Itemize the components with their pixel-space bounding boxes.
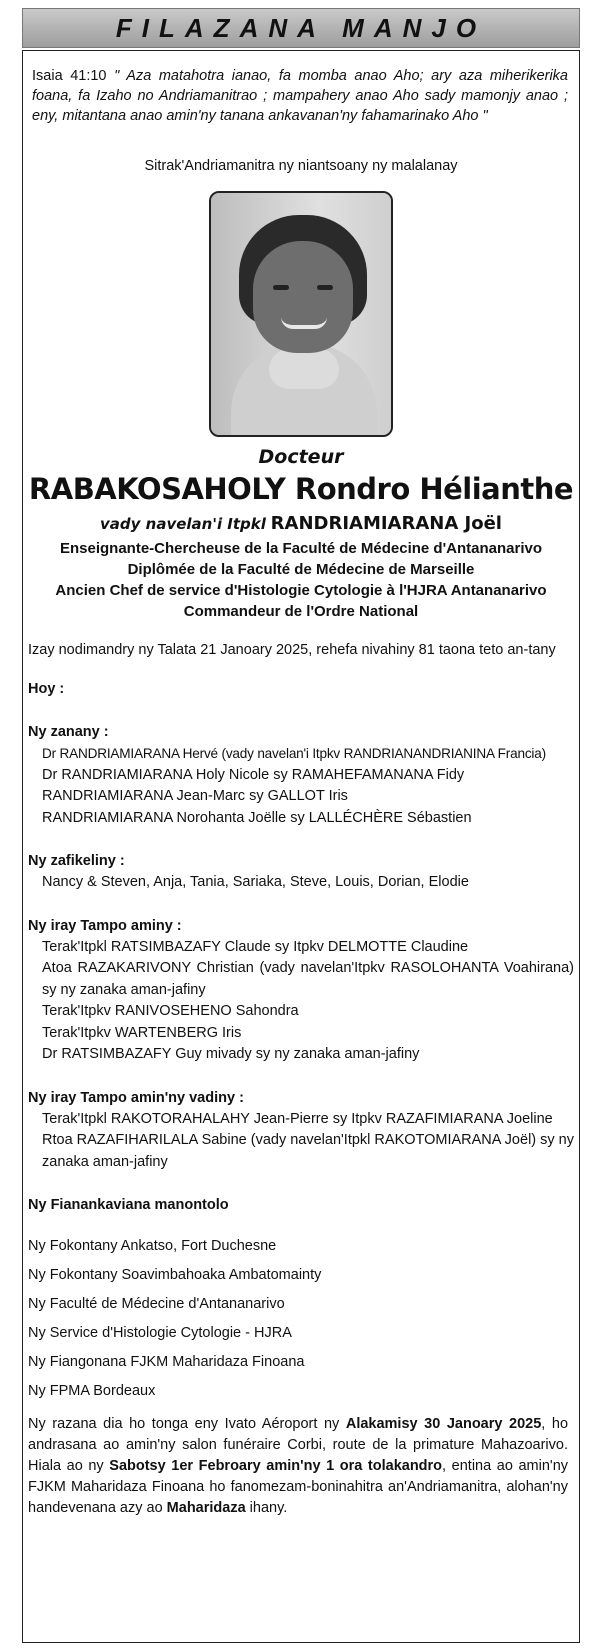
credential-line: Ancien Chef de service d'Histologie Cytologie à l'HJRA Antananarivo: [55, 582, 547, 599]
departure-time: Sabotsy 1er Febroary amin'ny 1 ora tolakandro: [109, 1458, 443, 1474]
list-item: Terak'Itpkl RATSIMBAZAFY Claude sy Itpkv DELMOTTE Claudine: [42, 938, 469, 955]
funeral-text: Ny razana dia ho tonga eny Ivato Aéroport ny: [28, 1416, 346, 1432]
verse-reference: Isaia 41:10: [32, 68, 107, 84]
grandchildren-heading: Ny zafikeliny :: [28, 853, 125, 869]
grandchildren-list: [28, 872, 574, 894]
credential-line: Commandeur de l'Ordre National: [183, 603, 419, 620]
deceased-name: RABAKOSAHOLY Rondro Hélianthe: [28, 472, 574, 506]
spouse-line: [28, 512, 574, 536]
list-item: Ny Fiangonana FJKM Maharidaza Finoana: [28, 1354, 305, 1370]
funeral-text: , ho andrasana ao amin'ny salon funéraire Corbi, route de la primature Mahazoarivo. Hiala ao ny: [28, 1416, 569, 1474]
deceased-title: Docteur: [258, 446, 344, 468]
list-item: Rtoa RAZAFIHARILALA Sabine (vady navelan'Itpkl RAKOTOMIARANA Joël) sy ny zanaka aman-jafiny: [42, 1132, 574, 1170]
funeral-details: [28, 1414, 574, 1519]
list-item: Dr RANDRIAMIARANA Hervé (vady navelan'i Itpkv RANDRIANANDRIANINA Francia): [42, 746, 546, 761]
list-item: Ny Fokontany Soavimbahoaka Ambatomainty: [28, 1267, 322, 1283]
organizations-list: [28, 1236, 574, 1402]
list-item: RANDRIAMIARANA Jean-Marc sy GALLOT Iris: [42, 788, 348, 804]
list-item: Dr RANDRIAMIARANA Holy Nicole sy RAMAHEFAMANANA Fidy: [42, 766, 465, 783]
children-heading: Ny zanany :: [28, 724, 109, 740]
extended-family-heading: Ny Fianankaviana manontolo: [28, 1197, 229, 1213]
notice-content: [28, 60, 574, 1519]
list-item: Terak'Itpkv RANIVOSEHENO Sahondra: [42, 1003, 299, 1019]
credential-line: Enseignante-Chercheuse de la Faculté de Médecine d'Antananarivo: [59, 540, 543, 557]
funeral-text: , entina ao amin'ny FJKM Maharidaza Finoana ho fanomezam-boninahitra an'Andriamanitra, alohan'ny handevenana azy ao: [28, 1458, 569, 1516]
spouse-siblings-heading: Ny iray Tampo amin'ny vadiny :: [28, 1089, 244, 1106]
list-item: Nancy & Steven, Anja, Tania, Sariaka, Steve, Louis, Dorian, Elodie: [42, 874, 469, 890]
list-item: Terak'Itpkv WARTENBERG Iris: [42, 1024, 242, 1041]
hoy-label: Hoy :: [28, 681, 65, 697]
list-item: Ny Service d'Histologie Cytologie - HJRA: [28, 1325, 292, 1341]
list-item: Ny FPMA Bordeaux: [28, 1383, 156, 1399]
funeral-text: ihany.: [245, 1500, 288, 1516]
bible-verse: [28, 60, 574, 126]
list-item: Atoa RAZAKARIVONY Christian (vady navelan'Itpkv RASOLOHANTA Voahirana) sy ny zanaka aman-jafiny: [42, 960, 574, 998]
credentials: [28, 538, 574, 622]
list-item: Ny Fokontany Ankatso, Fort Duchesne: [28, 1238, 277, 1254]
portrait-photo: [209, 191, 393, 437]
spouse-siblings-list: [28, 1109, 574, 1174]
siblings-list: [28, 937, 574, 1066]
list-item: Ny Faculté de Médecine d'Antananarivo: [28, 1296, 285, 1312]
death-announcement: Izay nodimandry ny Talata 21 Janoary 2025, rehefa nivahiny 81 taona teto an-tany: [28, 642, 556, 658]
verse-text: " Aza matahotra ianao, fa momba anao Aho; ary aza miherikerika foana, fa Izaho no Andriamanitrao ; mampahery anao Aho sady mamonjy anao ; eny, mitantana anao amin'ny tanana ankavanan'ny fahamarinako Aho ": [32, 68, 568, 124]
arrival-date: Alakamisy 30 Janoary 2025: [345, 1416, 542, 1432]
spouse-prefix: vady navelan'i Itpkl: [100, 515, 266, 533]
spouse-name: RANDRIAMIARANA Joël: [270, 513, 502, 534]
page-title: FILAZANA MANJO: [115, 12, 487, 43]
intro-text: Sitrak'Andriamanitra ny niantsoany ny malalanay: [144, 158, 458, 174]
list-item: Terak'Itpkl RAKOTORAHALAHY Jean-Pierre sy Itpkv RAZAFIMIARANA Joeline: [42, 1110, 553, 1127]
credential-line: Diplômée de la Faculté de Médecine de Marseille: [127, 561, 475, 578]
burial-place: Maharidaza: [166, 1500, 246, 1516]
header-bar: [22, 8, 580, 48]
children-list: [28, 743, 574, 829]
list-item: Dr RATSIMBAZAFY Guy mivady sy ny zanaka aman-jafiny: [42, 1046, 420, 1062]
siblings-heading: Ny iray Tampo aminy :: [28, 917, 182, 934]
list-item: RANDRIAMIARANA Norohanta Joëlle sy LALLÉCHÈRE Sébastien: [42, 809, 472, 826]
